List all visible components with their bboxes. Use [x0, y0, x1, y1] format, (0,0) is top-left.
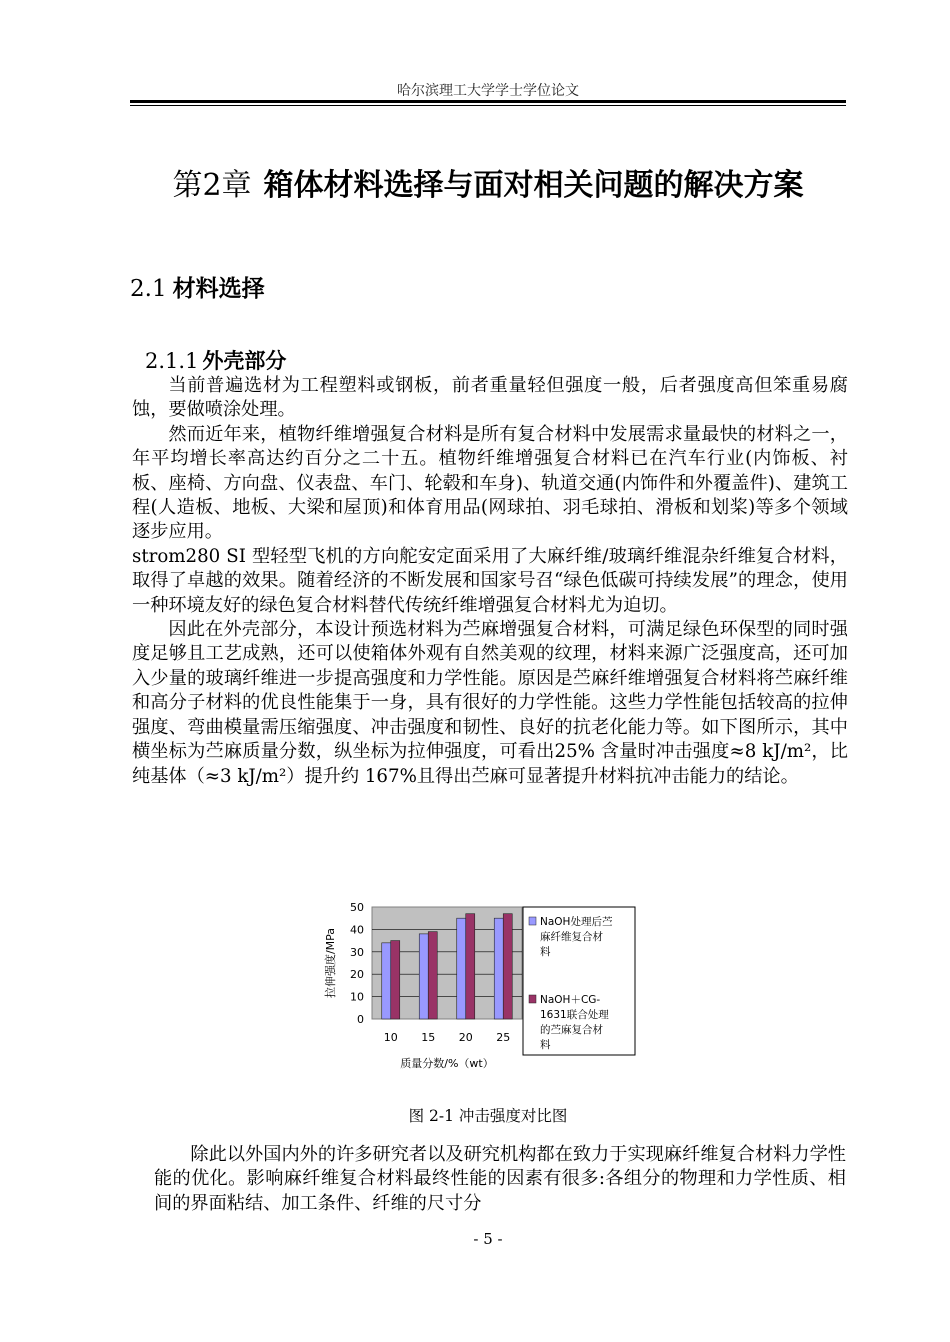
- legend-entry: NaOH处理后苎麻纤维复合材料: [540, 916, 613, 958]
- paragraph: 因此在外壳部分，本设计预选材料为苎麻增强复合材料，可满足绿色环保型的同时强度足够且工艺成熟，还可以使箱体外观有自然美观的纹理，材料来源广泛强度高，还可加入少量的玻璃纤维进一步提高强度和力学性能。原因是苎麻纤维增强复合材料将苎麻纤维和高分子材料的优良性能集于一身，具有很好的力学性能。这些力学性能包括较高的拉伸强度、弯曲模量需压缩强度、冲击强度和韧性、良好的抗老化能力等。如下图所示，其中横坐标为苎麻质量分数，纵坐标为拉伸强度，可看出25% 含量时冲击强度≈8 kJ/m²，比纯基体（≈3 kJ/m²）提升约 167%且得出苎麻可显著提升材料抗冲击能力的结论。: [132, 619, 848, 787]
- y-tick-label: 0: [357, 1013, 364, 1026]
- bar-series2: [391, 941, 400, 1019]
- x-tick-label: 15: [421, 1031, 436, 1044]
- y-axis-label: 拉伸强度/MPa: [324, 927, 337, 999]
- subsection-title: 外壳部分: [202, 348, 287, 373]
- bar-series1: [457, 918, 466, 1019]
- legend-swatch: [529, 995, 536, 1003]
- subsection-number: 2.1.1: [145, 349, 199, 373]
- bar-series2: [466, 914, 475, 1019]
- bar-chart: [320, 895, 650, 1080]
- bar-series2: [503, 914, 512, 1019]
- running-header: 哈尔滨理工大学学士学位论文: [397, 83, 579, 99]
- header-rule-thin: [130, 105, 846, 106]
- bar-series1: [494, 918, 503, 1019]
- paragraph: 然而近年来，植物纤维增强复合材料是所有复合材料中发展需求量最快的材料之一，年平均增长率高达约百分之二十五。植物纤维增强复合材料已在汽车行业(内饰板、衬板、座椅、方向盘、仪表盘、车门、轮毂和车身)、轨道交通(内饰件和外覆盖件)、建筑工程(人造板、地板、大梁和屋顶)和体育用品(网球拍、羽毛球拍、滑板和划桨)等多个领域逐步应用。: [132, 423, 848, 543]
- bar-series2: [428, 932, 437, 1019]
- x-axis-label: 质量分数/%（wt）: [400, 1057, 494, 1070]
- continuation-text: [154, 1143, 846, 1216]
- paragraph: strom280 SI 型轻型飞机的方向舵安定面采用了大麻纤维/玻璃纤维混杂纤维复合材料，取得了卓越的效果。随着经济的不断发展和国家号召“绿色低碳可持续发展”的理念，使用一种环境友好的绿色复合材料替代传统纤维增强复合材料尤为迫切。: [132, 545, 848, 616]
- y-tick-label: 40: [350, 923, 364, 937]
- figure-chart: [320, 895, 650, 1080]
- paragraph: 除此以外国内外的许多研究者以及研究机构都在致力于实现麻纤维复合材料力学性能的优化。影响麻纤维复合材料最终性能的因素有很多:各组分的物理和力学性质、相间的界面粘结、加工条件、纤维的尺寸分: [154, 1144, 846, 1214]
- bar-series1: [419, 934, 428, 1019]
- legend-swatch: [529, 917, 536, 925]
- page-number: - 5 -: [473, 1230, 503, 1248]
- y-tick-label: 10: [350, 990, 364, 1004]
- legend-entry: NaOH＋CG-1631联合处理的苎麻复合材料: [540, 994, 609, 1051]
- x-tick-label: 20: [458, 1031, 473, 1044]
- header-rule-thick: [130, 100, 846, 103]
- x-tick-label: 25: [496, 1031, 511, 1044]
- y-tick-label: 30: [350, 945, 364, 959]
- body-text: [132, 374, 848, 789]
- chapter-number: 第2章: [172, 168, 252, 203]
- section-heading: [130, 270, 265, 303]
- paragraph: 当前普遍选材为工程塑料或钢板，前者重量轻但强度一般，后者强度高但笨重易腐蚀，要做喷涂处理。: [132, 375, 848, 421]
- chapter-title: [130, 160, 846, 204]
- section-title: 材料选择: [172, 275, 265, 302]
- chapter-title-text: 箱体材料选择与面对相关问题的解决方案: [263, 168, 804, 203]
- subsection-heading: [145, 345, 286, 375]
- y-tick-label: 20: [350, 968, 364, 982]
- figure-caption: 图 2-1 冲击强度对比图: [408, 1107, 568, 1125]
- bar-series1: [382, 943, 391, 1019]
- section-number: 2.1: [130, 276, 167, 302]
- y-tick-label: 50: [350, 901, 364, 914]
- x-tick-label: 10: [383, 1031, 398, 1044]
